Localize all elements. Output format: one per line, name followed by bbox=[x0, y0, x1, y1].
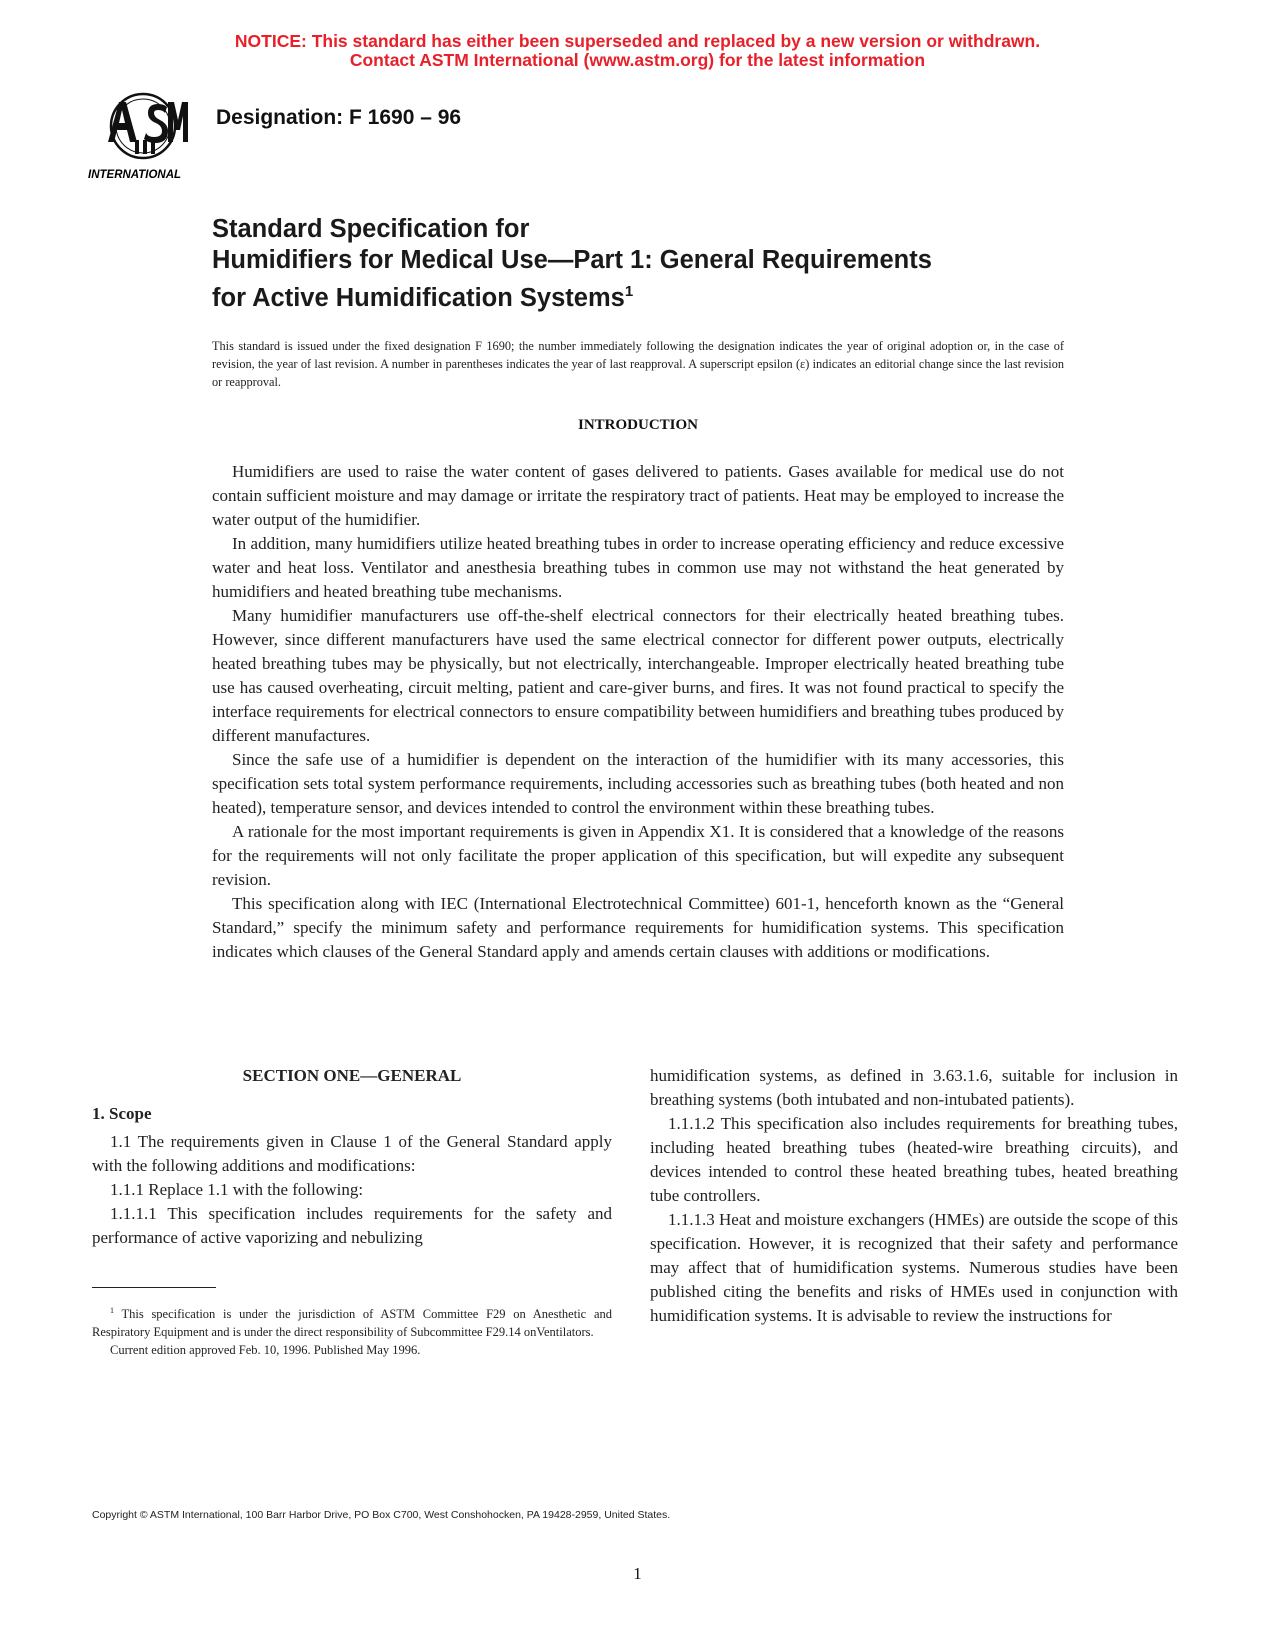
title-line-3 bbox=[212, 276, 1092, 314]
introduction-heading: INTRODUCTION bbox=[577, 417, 698, 433]
intro-paragraph: This specification along with IEC (International Electrotechnical Committee) 601-1, henceforth known as the “General Standard,” specify the minimum safety and performance requirements for humidification systems. This specification indicates which clauses of the General Standard apply and amends certain clauses with additions or modifications. bbox=[212, 894, 1064, 961]
footnotes bbox=[92, 1302, 612, 1359]
logo-text: INTERNATIONAL bbox=[88, 169, 182, 181]
footnote-1 bbox=[92, 1302, 612, 1341]
left-column bbox=[92, 1064, 612, 1250]
clause-paragraph: 1.1.1.2 This specification also includes requirements for breathing tubes, including heated breathing tubes (heated-wire breathing circuits), and devices intended to control these heated breathing tubes, heated breathing tube controllers. bbox=[650, 1114, 1178, 1205]
designation: Designation: F 1690 – 96 bbox=[216, 106, 462, 129]
footnote-2: Current edition approved Feb. 10, 1996. Published May 1996. bbox=[110, 1343, 421, 1358]
title-line-1: Standard Specification for bbox=[212, 215, 530, 243]
footnote-divider bbox=[92, 1287, 216, 1288]
clause-paragraph: 1.1.1 Replace 1.1 with the following: bbox=[110, 1180, 364, 1199]
withdrawal-notice bbox=[0, 32, 1275, 70]
title-line-2: Humidifiers for Medical Use—Part 1: General Requirements bbox=[212, 246, 932, 274]
intro-paragraph: Many humidifier manufacturers use off-the-shelf electrical connectors for their electrically heated breathing tubes. However, since different manufacturers have used the same electrical connector for different power outputs, electrically heated breathing tubes may be physically, but not electrically, interchangeable. Improper electrically heated breathing tube use has caused overheating, circuit melting, patient and care-giver burns, and fires. It was not found practical to specify the interface requirements for electrical connectors to ensure compatibility between humidifiers and breathing tubes produced by different manufactures. bbox=[212, 606, 1064, 745]
intro-paragraph: In addition, many humidifiers utilize heated breathing tubes in order to increase operating efficiency and reduce excessive water and heat loss. Ventilator and anesthesia breathing tubes in common use may not withstand the heat generated by humidifiers and heated breathing tube mechanisms. bbox=[212, 534, 1064, 601]
title-line-3-text: for Active Humidification Systems bbox=[212, 284, 625, 312]
clause-paragraph: humidification systems, as defined in 3.63.1.6, suitable for inclusion in breathing systems (both intubated and non-intubated patients). bbox=[650, 1066, 1178, 1109]
astm-logo bbox=[88, 86, 198, 182]
intro-paragraph: Humidifiers are used to raise the water content of gases delivered to patients. Gases available for medical use do not contain sufficient moisture and may damage or irritate the respiratory tract of patients. Heat may be employed to increase the water output of the humidifier. bbox=[212, 462, 1064, 529]
page-number: 1 bbox=[633, 1564, 642, 1583]
scope-heading: 1. Scope bbox=[92, 1104, 152, 1123]
clause-paragraph: 1.1.1.1 This specification includes requirements for the safety and performance of active vaporizing and nebulizing bbox=[92, 1204, 612, 1247]
notice-line-2: Contact ASTM International (www.astm.org) for the latest information bbox=[349, 50, 926, 70]
astm-international-logo-icon bbox=[88, 86, 198, 182]
footnote-mark: 1 bbox=[110, 1306, 114, 1315]
intro-paragraph: Since the safe use of a humidifier is dependent on the interaction of the humidifier with its many accessories, this specification sets total system performance requirements, including accessories such as breathing tubes (both heated and non heated), temperature sensor, and devices intended to control the environment within these breathing tubes. bbox=[212, 750, 1064, 817]
right-column bbox=[650, 1064, 1178, 1328]
intro-paragraph: A rationale for the most important requirements is given in Appendix X1. It is considered that a knowledge of the reasons for the requirements will not only facilitate the proper application of this specification, but will expedite any subsequent revision. bbox=[212, 822, 1064, 889]
notice-line-1: NOTICE: This standard has either been superseded and replaced by a new version or withdrawn. bbox=[234, 31, 1041, 51]
section-one-heading: SECTION ONE—GENERAL bbox=[242, 1066, 462, 1085]
clause-paragraph: 1.1 The requirements given in Clause 1 of the General Standard apply with the following additions and modifications: bbox=[92, 1132, 612, 1175]
issued-note: This standard is issued under the fixed designation F 1690; the number immediately following the designation indicates the year of original adoption or, in the case of revision, the year of last revision. A number in parentheses indicates the year of last reapproval. A superscript epsilon (ε) indicates an editorial change since the last revision or reapproval. bbox=[212, 339, 1064, 389]
footnote-1-text: This specification is under the jurisdiction of ASTM Committee F29 on Anesthetic and Respiratory Equipment and is under the direct responsibility of Subcommittee F29.14 onVentilators. bbox=[92, 1307, 612, 1340]
title-footnote-mark: 1 bbox=[624, 283, 634, 300]
copyright: Copyright © ASTM International, 100 Barr Harbor Drive, PO Box C700, West Conshohocken, PA 19428-2959, United States. bbox=[92, 1509, 671, 1521]
document-title bbox=[212, 214, 1092, 314]
introduction-body bbox=[212, 460, 1064, 964]
clause-paragraph: 1.1.1.3 Heat and moisture exchangers (HMEs) are outside the scope of this specification. However, it is recognized that their safety and performance may affect that of humidification systems. Numerous studies have been published citing the benefits and risks of HMEs used in conjunction with humidification systems. It is advisable to review the instructions for bbox=[650, 1210, 1178, 1325]
